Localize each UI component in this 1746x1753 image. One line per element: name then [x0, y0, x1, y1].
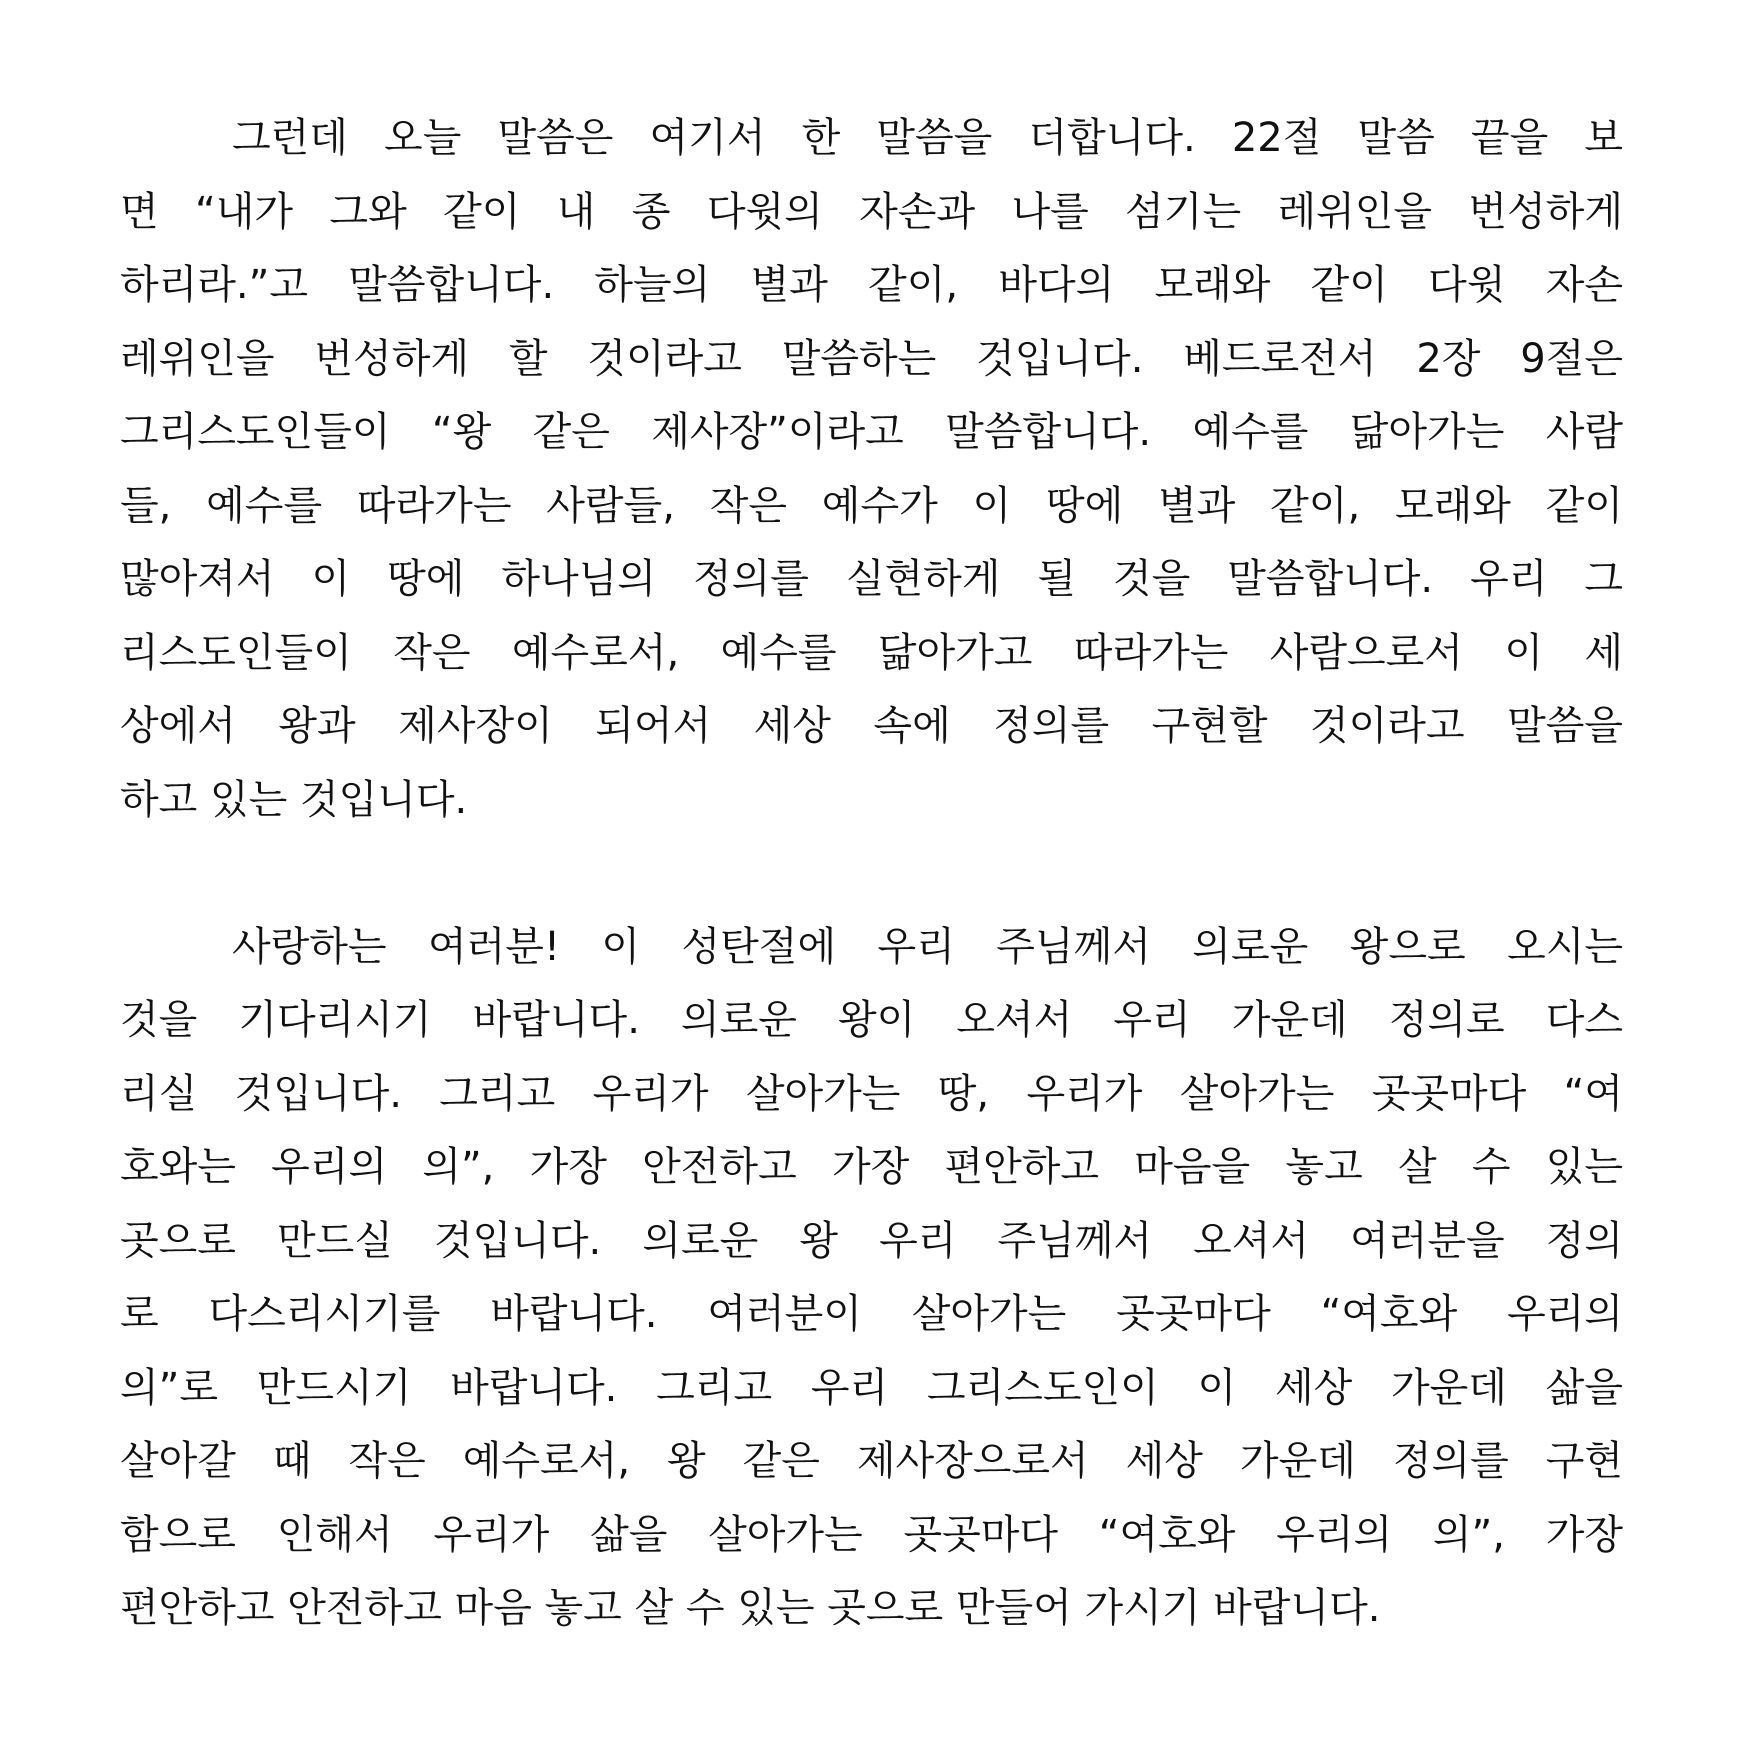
paragraph-spacer: [120, 837, 1623, 911]
text-line: 그리스도인들이 “왕 같은 제사장”이라고 말씀합니다. 예수를 닮아가는 사람: [120, 409, 1623, 455]
text-line: 하리라.”고 말씀합니다. 하늘의 별과 같이, 바다의 모래와 같이 다윗 자손: [120, 262, 1623, 308]
text-line: 의”로 만드시기 바랍니다. 그리고 우리 그리스도인이 이 세상 가운데 삶을: [120, 1364, 1623, 1411]
text-line: 많아져서 이 땅에 하나님의 정의를 실현하게 될 것을 말씀합니다. 우리 그: [120, 556, 1623, 602]
text-line: 리스도인들이 작은 예수로서, 예수를 닮아가고 따라가는 사람으로서 이 세: [120, 629, 1623, 676]
text-line: 레위인을 번성하게 할 것이라고 말씀하는 것입니다. 베드로전서 2장 9절은: [120, 335, 1623, 382]
text-line: 것을 기다리시기 바랍니다. 의로운 왕이 오셔서 우리 가운데 정의로 다스: [120, 997, 1623, 1043]
text-line: 하고 있는 것입니다.: [120, 776, 468, 823]
text-line: 곳으로 만드실 것입니다. 의로운 왕 우리 주님께서 오셔서 여러분을 정의: [120, 1217, 1623, 1264]
text-line: 편안하고 안전하고 마음 놓고 살 수 있는 곳으로 만들어 가시기 바랍니다.: [120, 1585, 1381, 1631]
text-line: 상에서 왕과 제사장이 되어서 세상 속에 정의를 구현할 것이라고 말씀을: [120, 703, 1623, 749]
text-line: 그런데 오늘 말씀은 여기서 한 말씀을 더합니다. 22절 말씀 끝을 보: [232, 115, 1623, 161]
text-line: 들, 예수를 따라가는 사람들, 작은 예수가 이 땅에 별과 같이, 모래와 같이: [120, 482, 1623, 529]
text-line: 리실 것입니다. 그리고 우리가 살아가는 땅, 우리가 살아가는 곳곳마다 “여: [120, 1070, 1623, 1117]
text-line: 사랑하는 여러분! 이 성탄절에 우리 주님께서 의로운 왕으로 오시는: [232, 923, 1623, 970]
paragraph-2: [120, 911, 1623, 1646]
text-line: 로 다스리시기를 바랍니다. 여러분이 살아가는 곳곳마다 “여호와 우리의: [120, 1291, 1623, 1337]
paragraph-1: [120, 102, 1623, 837]
text-line: 살아갈 때 작은 예수로서, 왕 같은 제사장으로서 세상 가운데 정의를 구현: [120, 1438, 1623, 1484]
text-line: 호와는 우리의 의”, 가장 안전하고 가장 편안하고 마음을 놓고 살 수 있는: [120, 1144, 1623, 1190]
text-line: 함으로 인해서 우리가 삶을 살아가는 곳곳마다 “여호와 우리의 의”, 가장: [120, 1511, 1623, 1558]
text-line: 면 “내가 그와 같이 내 종 다윗의 자손과 나를 섬기는 레위인을 번성하게: [120, 188, 1623, 235]
